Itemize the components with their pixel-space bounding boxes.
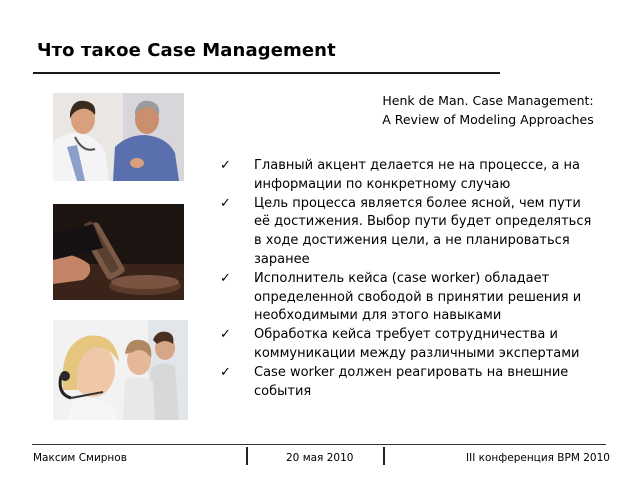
footer-separator-2 [383, 447, 385, 465]
footer-separator-1 [246, 447, 248, 465]
citation-line-2: A Review of Modeling Approaches [382, 112, 594, 127]
bullet-text-line: заранее [254, 251, 310, 267]
bullet-list [220, 157, 592, 401]
checkmark-icon: ✓ [220, 327, 231, 343]
checkmark-icon: ✓ [220, 364, 231, 380]
bullet-text-line: события [254, 383, 312, 399]
footer-event: III конференция BPM 2010 [466, 452, 610, 464]
call-center-photo [53, 320, 188, 420]
checkmark-icon: ✓ [220, 158, 231, 173]
bullet-text-line: в ходе достижения цели, а не планироваться [254, 233, 570, 249]
bullet-text-line: определенной свободой в принятии решения и [254, 289, 582, 305]
bullet-item [220, 195, 592, 270]
slide-title: Что такое Case Management [37, 40, 336, 61]
bullet-text-line: её достижения. Выбор пути будет определяться [254, 214, 592, 230]
citation-line-1: Henk de Man. Case Management: [382, 93, 594, 108]
bullet-item [220, 157, 592, 195]
checkmark-icon: ✓ [220, 270, 231, 286]
bullet-text-line: информации по конкретному случаю [254, 176, 511, 192]
bullet-item [220, 326, 592, 364]
doctor-patient-photo [53, 93, 184, 181]
bullet-text-line: Исполнитель кейса (case worker) обладает [254, 270, 550, 286]
bullet-text-line: коммуникации между различными экспертами [254, 345, 580, 361]
checkmark-icon: ✓ [220, 195, 231, 211]
bullet-item [220, 364, 592, 402]
bullet-text-line: Case worker должен реагировать на внешние [254, 364, 569, 380]
bullet-text-line: Обработка кейса требует сотрудничества и [254, 327, 558, 343]
citation [378, 91, 598, 129]
bullet-item [220, 270, 592, 326]
footer-divider [32, 444, 606, 445]
footer-author: Максим Смирнов [33, 452, 127, 464]
gavel-photo [53, 204, 184, 300]
bullet-text-line: Главный акцент делается не на процессе, а на [254, 158, 580, 173]
bullet-text-line: Цель процесса является более ясной, чем пути [254, 195, 581, 211]
footer-date: 20 мая 2010 [286, 452, 354, 464]
title-divider [33, 72, 500, 74]
bullet-text-line: необходимыми для этого навыками [254, 308, 502, 324]
